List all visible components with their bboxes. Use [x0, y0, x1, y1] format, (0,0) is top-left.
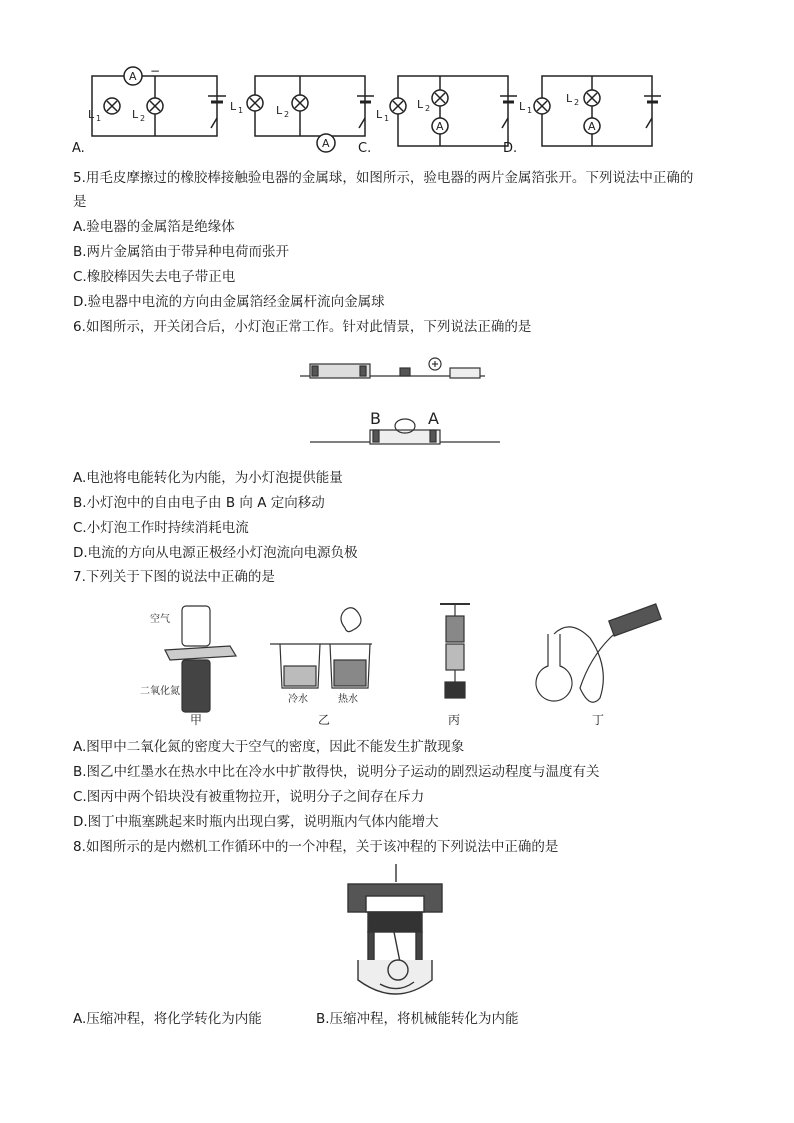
label-bing: 丙: [448, 713, 461, 727]
q6-option-d[interactable]: D.电流的方向从电源正极经小灯泡流向电源负极: [73, 545, 358, 561]
q6-circuit-photo: [290, 342, 510, 460]
q6-figure-svg: [290, 342, 510, 460]
lamp-label-l1: L: [376, 108, 383, 121]
q7-figures-svg: [140, 598, 680, 730]
q5-stem-line1: 5.用毛皮摩擦过的橡胶棒接触验电器的金属球，如图所示，验电器的两片金属箔张开。下列说法中正确的: [73, 170, 694, 186]
lamp-label-l1: L: [230, 100, 237, 113]
lamp-sub-2: 2: [574, 98, 580, 107]
label-yi: 乙: [318, 713, 331, 727]
q6-option-a[interactable]: A.电池将电能转化为内能，为小灯泡提供能量: [73, 470, 343, 486]
q7-option-d[interactable]: D.图丁中瓶塞跳起来时瓶内出现白雾，说明瓶内气体内能增大: [73, 814, 439, 830]
q7-option-b[interactable]: B.图乙中红墨水在热水中比在冷水中扩散得快，说明分子运动的剧烈运动程度与温度有关: [73, 764, 600, 780]
q7-stem: 7.下列关于下图的说法中正确的是: [73, 569, 275, 585]
q5-option-c[interactable]: C.橡胶棒因失去电子带正电: [73, 269, 236, 285]
ammeter-label-d: A: [588, 120, 596, 133]
q7-option-c[interactable]: C.图丙中两个铅块没有被重物拉开，说明分子之间存在斥力: [73, 789, 425, 805]
lamp-label-l2: L: [566, 92, 573, 105]
ammeter-label-c: A: [436, 120, 444, 133]
label-cold: 冷水: [288, 694, 308, 705]
lamp-label-l2: L: [132, 108, 139, 121]
q6-option-c[interactable]: C.小灯泡工作时持续消耗电流: [73, 520, 249, 536]
circuit-b: [247, 76, 374, 152]
lamp-label-l1: L: [88, 108, 95, 121]
figure-bing: [440, 604, 470, 698]
q6-stem: 6.如图所示，开关闭合后，小灯泡正常工作。针对此情景，下列说法正确的是: [73, 319, 532, 335]
lamp-sub-2: 2: [284, 110, 290, 119]
lamp-label-l1: L: [519, 100, 526, 113]
label-a: A: [428, 409, 439, 428]
lamp-sub-2: 2: [140, 114, 146, 123]
figure-yi: [270, 608, 372, 688]
q6-option-b[interactable]: B.小灯泡中的自由电子由 B 向 A 定向移动: [73, 495, 325, 511]
label-hot: 热水: [338, 694, 358, 705]
label-b: B: [370, 409, 381, 428]
q7-figures: [140, 598, 680, 730]
engine-svg: [340, 862, 450, 1002]
label-jia: 甲: [190, 713, 203, 727]
lamp-sub-2: 2: [425, 104, 431, 113]
q8-option-a[interactable]: A.压缩冲程，将化学转化为内能: [73, 1011, 262, 1027]
q8-stem: 8.如图所示的是内燃机工作循环中的一个冲程，关于该冲程的下列说法中正确的是: [73, 839, 559, 855]
ammeter-label-a: A: [129, 70, 137, 83]
q8-engine-figure: [340, 862, 450, 1002]
q8-option-b[interactable]: B.压缩冲程，将机械能转化为内能: [316, 1011, 519, 1027]
circuit-d: [534, 76, 661, 146]
label-air: 空气: [150, 614, 170, 625]
svg-text:−: −: [150, 66, 161, 78]
q4-option-a[interactable]: A.: [72, 141, 85, 156]
lamp-sub-1: 1: [96, 114, 102, 123]
lamp-sub-1: 1: [384, 114, 390, 123]
q5-option-d[interactable]: D.验电器中电流的方向由金属箔经金属杆流向金属球: [73, 294, 385, 310]
lamp-label-l2: L: [276, 104, 283, 117]
figure-ding: [536, 604, 661, 702]
q5-stem-line2: 是: [73, 194, 87, 210]
q4-option-c[interactable]: C.: [358, 141, 372, 156]
label-ding: 丁: [592, 713, 605, 727]
lamp-label-l2: L: [417, 98, 424, 111]
circuit-c: [390, 76, 517, 146]
q4-option-d[interactable]: D.: [503, 141, 518, 156]
q5-option-b[interactable]: B.两片金属箔由于带异种电荷而张开: [73, 244, 290, 260]
q5-option-a[interactable]: A.验电器的金属箔是绝缘体: [73, 219, 235, 235]
lamp-sub-1: 1: [238, 106, 244, 115]
lamp-sub-1: 1: [527, 106, 533, 115]
label-no2: 二氧化氮: [140, 686, 180, 697]
q7-option-a[interactable]: A.图甲中二氧化氮的密度大于空气的密度，因此不能发生扩散现象: [73, 739, 465, 755]
ammeter-label-b: A: [322, 137, 330, 150]
